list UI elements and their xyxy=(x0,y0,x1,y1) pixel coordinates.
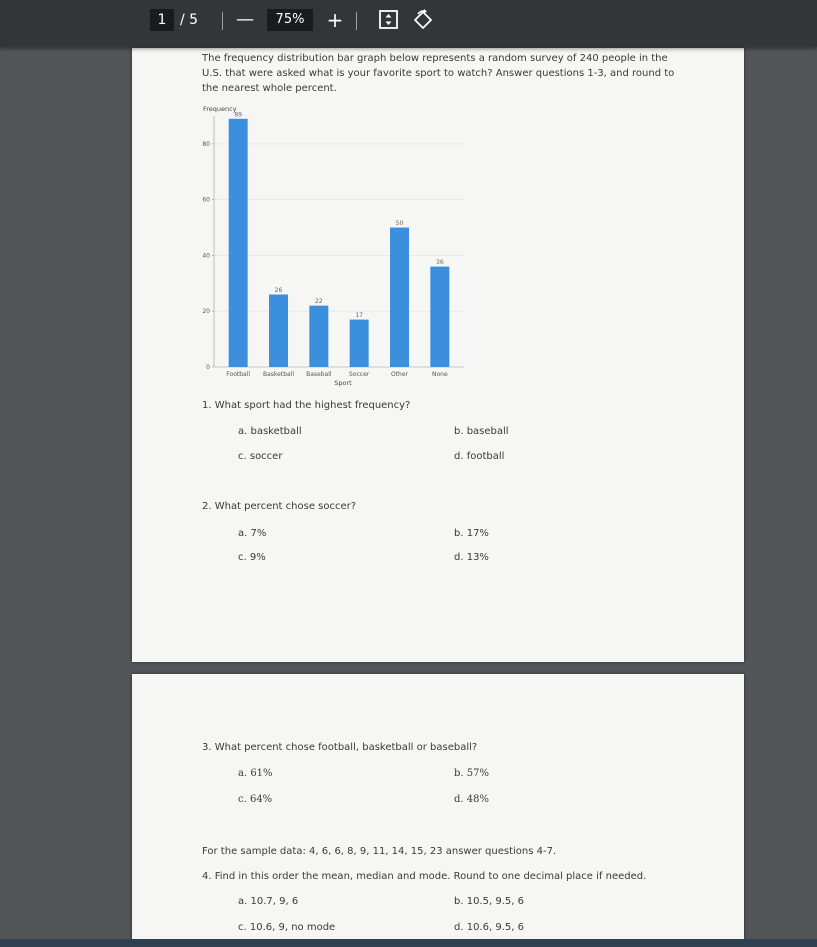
bar-value-label: 26 xyxy=(274,286,283,294)
x-axis-label: Sport xyxy=(334,379,352,387)
bar-value-label: 50 xyxy=(395,220,404,228)
chart-gridlines xyxy=(214,144,464,311)
q1-option-d: d. football xyxy=(454,451,505,462)
bar-football xyxy=(229,119,248,367)
frequency-bar-chart xyxy=(192,102,472,392)
x-tick-label: Football xyxy=(226,371,251,378)
q1-option-c: c. soccer xyxy=(238,451,283,462)
y-tick-label: 80 xyxy=(202,140,210,148)
bar-soccer xyxy=(350,320,369,367)
x-tick-label: Other xyxy=(390,371,409,378)
zoom-out-button[interactable]: — xyxy=(236,9,254,30)
q4-option-b: b. 10.5, 9.5, 6 xyxy=(454,896,524,907)
question-4: 4. Find in this order the mean, median and mode. Round to one decimal place if needed. xyxy=(202,871,647,882)
chart-bars xyxy=(229,111,450,367)
page-number-input[interactable]: 1 xyxy=(150,9,174,31)
bar-value-label: 17 xyxy=(355,312,363,320)
q2-option-c: c. 9% xyxy=(238,552,266,563)
bottom-status-strip xyxy=(0,939,817,947)
rotate-icon[interactable] xyxy=(412,9,434,31)
x-tick-label: None xyxy=(432,371,448,378)
bar-value-label: 36 xyxy=(436,259,444,267)
q3-option-d: d. 48% xyxy=(454,794,489,805)
bar-other xyxy=(390,228,409,367)
bar-value-label: 89 xyxy=(234,111,242,119)
bar-basketball xyxy=(269,294,288,367)
y-tick-label: 0 xyxy=(206,364,210,371)
x-tick-label: Soccer xyxy=(349,371,370,378)
q3-option-b: b. 57% xyxy=(454,768,489,779)
q2-option-d: d. 13% xyxy=(454,552,489,563)
y-tick-label: 60 xyxy=(202,196,210,204)
fit-page-icon[interactable] xyxy=(378,9,400,31)
intro-paragraph: The frequency distribution bar graph below represents a random survey of 240 people in the U.S. that were asked what is your favorite sport to watch? Answer questions 1-3, and round to the nearest whole percent. xyxy=(202,53,675,94)
q2-option-a: a. 7% xyxy=(238,528,267,539)
pdf-toolbar xyxy=(0,0,817,47)
pdf-page-2 xyxy=(132,674,744,947)
page-total: / 5 xyxy=(180,12,199,28)
q4-option-c: c. 10.6, 9, no mode xyxy=(238,922,336,933)
zoom-in-button[interactable]: + xyxy=(326,8,344,32)
q1-option-b: b. baseball xyxy=(454,426,509,437)
bar-value-label: 22 xyxy=(315,298,323,306)
pdf-page-1 xyxy=(132,48,744,662)
question-1: 1. What sport had the highest frequency? xyxy=(202,400,411,411)
q1-option-a: a. basketball xyxy=(238,426,302,437)
y-ticks xyxy=(202,141,214,371)
zoom-level-input[interactable]: 75% xyxy=(267,9,313,31)
bar-baseball xyxy=(309,306,328,367)
y-tick-label: 20 xyxy=(202,308,210,316)
q2-option-b: b. 17% xyxy=(454,528,489,539)
x-tick-label: Baseball xyxy=(306,371,332,378)
x-tick-labels xyxy=(226,371,448,378)
y-tick-label: 40 xyxy=(202,252,210,260)
x-tick-label: Basketball xyxy=(262,371,295,378)
q4-option-d: d. 10.6, 9.5, 6 xyxy=(454,922,524,933)
bar-none xyxy=(430,267,449,367)
question-2: 2. What percent chose soccer? xyxy=(202,501,357,512)
q3-option-a: a. 61% xyxy=(238,768,273,779)
question-3: 3. What percent chose football, basketball or baseball? xyxy=(202,742,478,753)
q3-option-c: c. 64% xyxy=(238,794,273,805)
toolbar-divider xyxy=(222,12,223,30)
sample-data-text: For the sample data: 4, 6, 6, 8, 9, 11, 14, 15, 23 answer questions 4-7. xyxy=(202,846,557,857)
toolbar-divider xyxy=(356,12,357,30)
q4-option-a: a. 10.7, 9, 6 xyxy=(238,896,299,907)
y-axis-label: Frequency xyxy=(203,105,237,113)
